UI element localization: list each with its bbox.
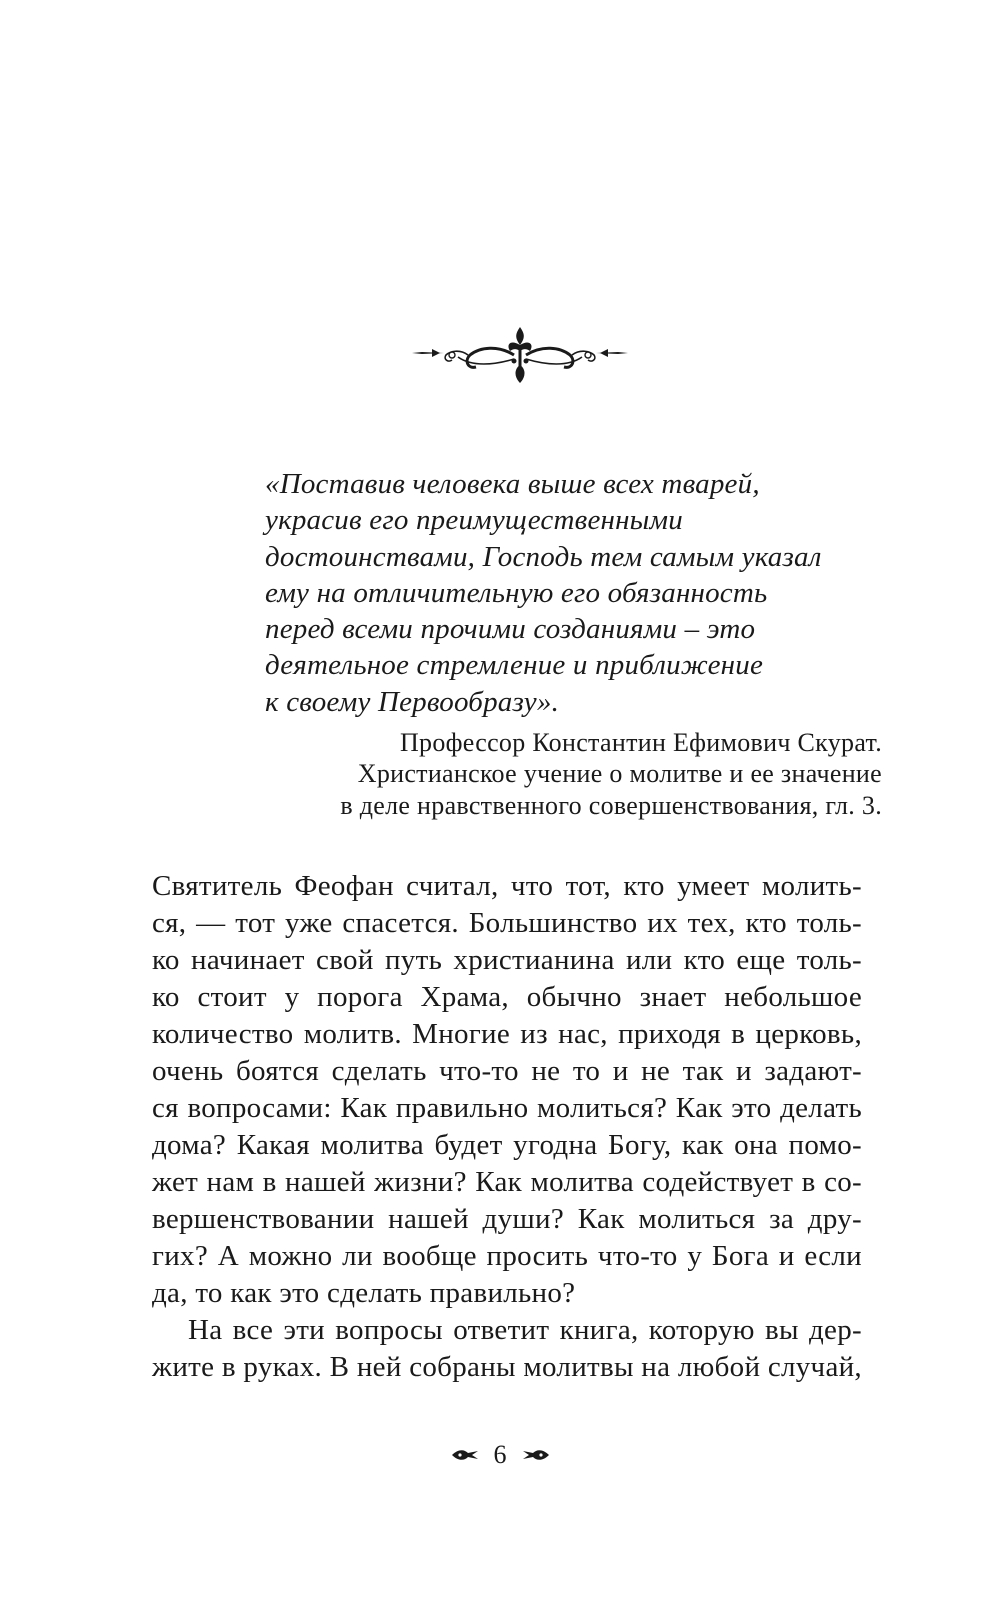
quote-line: ему на отличительную его обязанность <box>265 576 768 609</box>
attribution-line: Профессор Константин Ефимович Скурат. <box>399 728 882 757</box>
text-line: да, то как это сделать правильно? <box>152 1277 576 1309</box>
text-line: ся, — тот уже спасется. Большинство их тех, кто толь- <box>152 907 862 939</box>
paragraph-2 <box>152 1312 862 1386</box>
text-line: ся вопросами: Как правильно молиться? Как это делать <box>152 1092 862 1124</box>
text-line: жет нам в нашей жизни? Как молитва содействует в со- <box>152 1166 862 1198</box>
text-line: очень боятся сделать что-то не то и не так и задают- <box>152 1055 862 1087</box>
text-line: вершенствовании нашей души? Как молиться за дру- <box>152 1203 862 1235</box>
text-line: Святитель Феофан считал, что тот, кто умеет молить- <box>152 870 862 902</box>
page-number: 6 <box>493 1440 507 1469</box>
attribution-line: в деле нравственного совершенствования, гл. 3. <box>340 790 882 820</box>
fleuron-right-icon <box>521 1447 551 1463</box>
page-footer <box>0 1440 1000 1470</box>
body-text <box>152 868 862 1386</box>
epigraph-attribution <box>340 727 882 821</box>
text-line: жите в руках. В ней собраны молитвы на любой случай, <box>152 1351 862 1383</box>
quote-line: «Поставив человека выше всех тварей, <box>265 468 760 500</box>
text-line: дома? Какая молитва будет угодна Богу, как она помо- <box>152 1129 862 1161</box>
text-line: На все эти вопросы ответит книга, которую вы дер- <box>188 1314 862 1346</box>
text-line: ко стоит у порога Храма, обычно знает небольшое <box>152 981 862 1013</box>
text-line: количество молитв. Многие из нас, приходя в церковь, <box>152 1018 862 1050</box>
quote-line: украсив его преимущественными <box>265 504 683 537</box>
attribution-line: Христианское учение о молитве и ее значение <box>357 759 882 789</box>
text-line: ко начинает свой путь христианина или кто еще толь- <box>152 944 862 976</box>
fleuron-left-icon <box>450 1447 480 1463</box>
quote-line: деятельное стремление и приближение <box>265 649 764 682</box>
paragraph-1 <box>152 868 862 1312</box>
decorative-flourish-icon <box>410 325 630 387</box>
quote-line: достоинствами, Господь тем самым указал <box>265 540 822 573</box>
quote-line: к своему Первообразу». <box>265 685 560 718</box>
text-line: гих? А можно ли вообще просить что-то у Бога и если <box>152 1240 862 1272</box>
epigraph-quote <box>265 466 865 720</box>
quote-line: перед всеми прочими созданиями – это <box>265 613 756 646</box>
